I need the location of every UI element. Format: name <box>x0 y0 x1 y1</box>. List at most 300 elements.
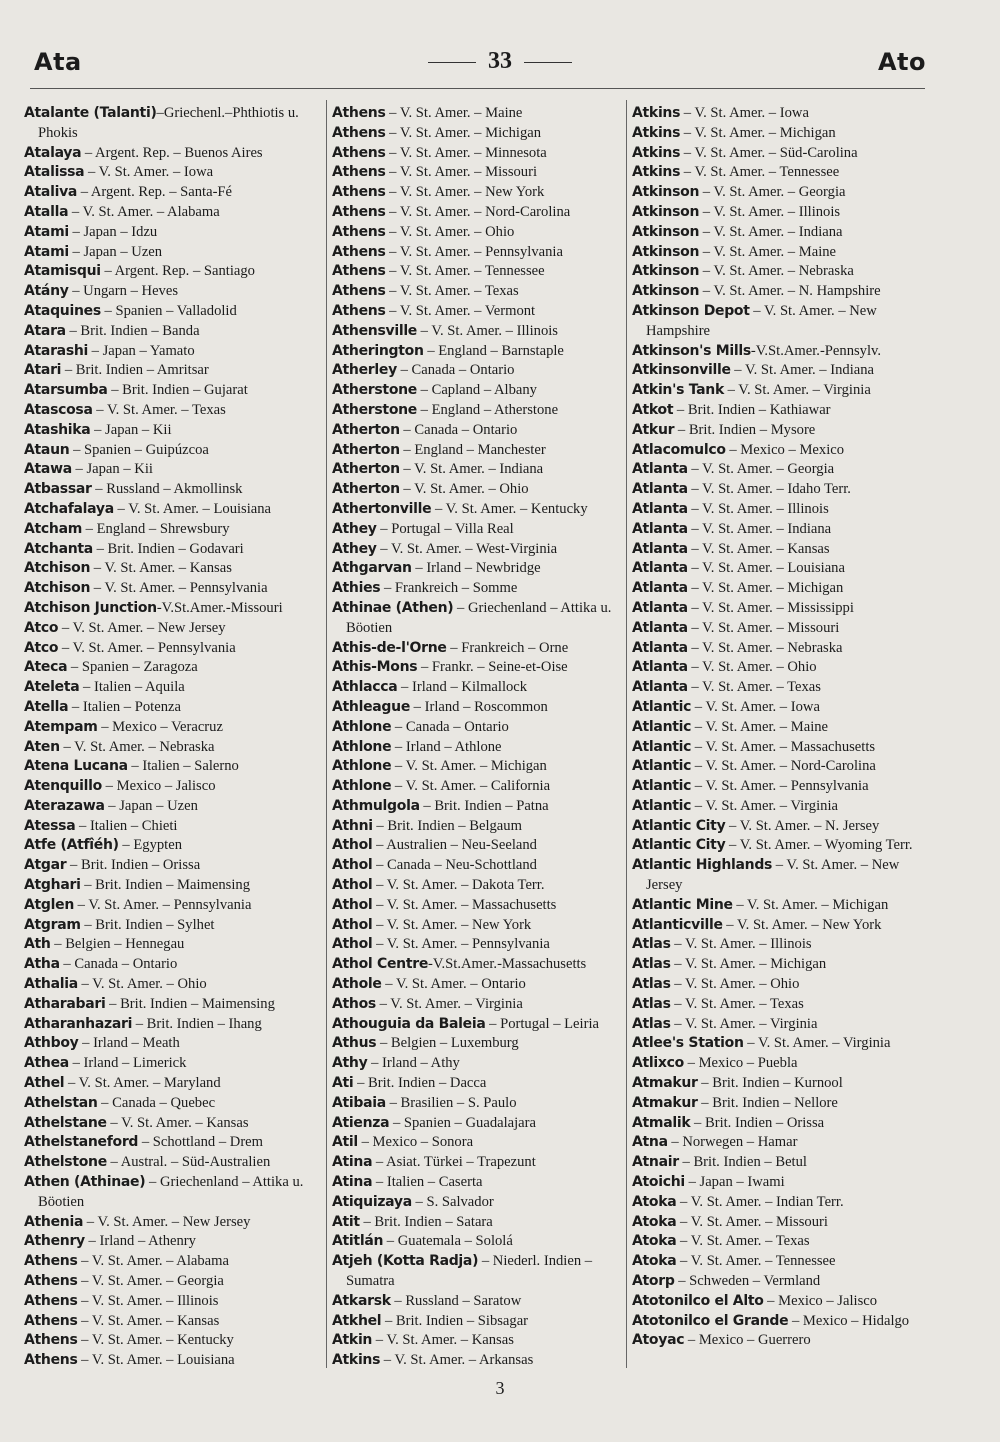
entry <box>332 163 624 183</box>
entry-headword: Atalaya <box>24 144 82 161</box>
entry-headword: Atherton <box>332 481 400 498</box>
entry-headword: Atari <box>24 362 62 379</box>
entry-location: – V. St. Amer. – Iowa <box>84 164 214 181</box>
entry-location: – Irland – Athlone <box>391 738 502 755</box>
entry-headword: Ataliva <box>24 184 78 201</box>
entry-headword: Athelstan <box>24 1094 98 1111</box>
entry <box>332 797 624 817</box>
entry-location: – V. St. Amer. – Iowa <box>680 105 809 121</box>
entry-headword: Atamisqui <box>24 263 101 280</box>
entry-headword: Athies <box>332 580 381 597</box>
entry-location: – Irland – Athenry <box>84 1233 196 1250</box>
entry-location: – V. St. Amer. – Ohio <box>77 976 207 993</box>
entry-location: – Irland – Roscommon <box>410 698 548 715</box>
entry <box>332 678 624 698</box>
entry <box>632 698 932 718</box>
entry <box>332 658 624 678</box>
entry-headword: Atchison <box>24 560 91 577</box>
entry <box>24 599 324 619</box>
entry-column-1 <box>24 104 324 1376</box>
entry-location: – V. St. Amer. – Texas <box>676 1233 810 1250</box>
entry <box>24 1213 324 1233</box>
entry-headword: Atlantic <box>632 758 692 775</box>
entry <box>24 421 324 441</box>
entry-headword: Atawa <box>24 461 72 478</box>
entry-location: – Russland – Akmollinsk <box>91 481 243 498</box>
entry-headword: Athol <box>332 916 373 933</box>
entry-headword: Atessa <box>24 817 76 834</box>
entry-location: – Mexico – Hidalgo <box>788 1312 910 1329</box>
entry-headword: Atena Lucana <box>24 758 128 775</box>
entry-location: – V. St. Amer. – Texas <box>385 283 519 300</box>
entry-location: – Italien – Aquila <box>79 679 185 696</box>
entry-headword: Athey <box>332 540 377 557</box>
entry-location: – Griechenland – Attika u. Böotien <box>346 599 612 636</box>
entry-headword: Atara <box>24 322 66 339</box>
entry-location: – V. St. Amer. – New Hampshire <box>646 302 877 339</box>
entry-location: – Canada – Ontario <box>396 362 515 379</box>
entry-location: – V. St. Amer. – Arkansas <box>380 1352 534 1369</box>
entry-headword: Atkins <box>632 164 681 181</box>
entry-headword: Athis-de-l'Orne <box>332 639 447 656</box>
entry <box>332 480 624 500</box>
entry-location: – Brit. Indien – Maimensing <box>80 877 251 894</box>
entry-location: – V. St. Amer. – Texas <box>92 401 226 418</box>
entry <box>332 381 624 401</box>
entry-headword: Atotonilco el Alto <box>632 1292 764 1309</box>
entry-location: – V. St. Amer. – Virginia <box>691 797 838 814</box>
entry <box>332 262 624 282</box>
entry-location: – Argent. Rep. – Buenos Aires <box>81 144 263 161</box>
entry <box>632 1015 932 1035</box>
entry-column-2 <box>332 104 624 1376</box>
entry-location: – Brit. Indien – Belgaum <box>372 817 522 834</box>
entry-headword: Atlanta <box>632 461 688 478</box>
entry-headword: Athens <box>24 1332 78 1349</box>
entry-location: – V. St. Amer. – New Jersey <box>58 619 226 636</box>
entry <box>24 579 324 599</box>
entry <box>332 1193 624 1213</box>
entry-headword: Atharabari <box>24 995 106 1012</box>
entry <box>24 876 324 896</box>
entry-headword: Athol <box>332 857 373 874</box>
entry <box>632 1193 932 1213</box>
entry-headword: Athlone <box>332 778 392 795</box>
entry <box>24 480 324 500</box>
entry-location: – V. St. Amer. – Alabama <box>77 1253 229 1270</box>
entry-headword: Atlantic City <box>632 837 726 854</box>
entry-headword: Atlas <box>632 976 671 993</box>
entry-location: – V. St. Amer. – New York <box>385 184 545 201</box>
entry <box>632 579 932 599</box>
page-number: 33 <box>488 48 512 74</box>
entry <box>332 460 624 480</box>
entry-location: – Brit. Indien – Sylhet <box>80 916 215 933</box>
entry-location: – V. St. Amer. – Illinois <box>670 936 812 953</box>
entry-headword: Atkinsonville <box>632 362 731 379</box>
entry-headword: Atkins <box>632 105 681 121</box>
entry-headword: Athens <box>332 203 386 220</box>
entry-headword: Atlanticville <box>632 916 723 933</box>
entry <box>24 836 324 856</box>
entry <box>332 995 624 1015</box>
entry <box>632 401 932 421</box>
entry-location: – V. St. Amer. – Tennessee <box>676 1253 836 1270</box>
entry-headword: Athboy <box>24 1035 79 1052</box>
entry-headword: Atlanta <box>632 679 688 696</box>
entry-headword: Atlas <box>632 936 671 953</box>
entry-headword: Atherstone <box>332 382 417 399</box>
entry-location: – V. St. Amer. – Kansas <box>106 1114 249 1131</box>
entry-location: – Mexico – Veracruz <box>97 718 223 735</box>
entry-location: – V. St. Amer. – Michigan <box>670 956 827 973</box>
entry <box>24 1312 324 1332</box>
entry <box>332 836 624 856</box>
entry <box>332 520 624 540</box>
entry <box>632 1292 932 1312</box>
entry-location: – Spanien – Valladolid <box>100 302 237 319</box>
entry-headword: Atnair <box>632 1154 679 1171</box>
entry-headword: Atkinson <box>632 283 700 300</box>
entry-location: – V. St. Amer. – N. Hampshire <box>699 283 881 300</box>
entry-location: – Guatemala – Sololá <box>383 1233 513 1250</box>
entry-location: – Austral. – Süd-Australien <box>106 1154 271 1171</box>
column-divider-1 <box>326 100 327 1368</box>
entry-location: – Brit. Indien – Sibsagar <box>381 1312 529 1329</box>
entry-location: – V. St. Amer. – Nord-Carolina <box>691 758 876 775</box>
entry <box>632 639 932 659</box>
entry-location: – V. St. Amer. – Indiana <box>730 362 875 379</box>
entry-headword: Athens <box>332 243 386 260</box>
entry <box>332 1114 624 1134</box>
entry-location: – V. St. Amer. – Missouri <box>687 619 840 636</box>
entry-headword: Athens <box>332 164 386 181</box>
entry <box>632 1133 932 1153</box>
entry-headword: Athens <box>332 283 386 300</box>
entry-headword: Atherton <box>332 421 400 438</box>
entry-location: – V. St. Amer. – Massachusetts <box>691 738 876 755</box>
entry <box>24 658 324 678</box>
entry-headword: Atibaia <box>332 1094 386 1111</box>
entry-headword: Atlas <box>632 956 671 973</box>
entry-headword: Athlacca <box>332 679 398 696</box>
entry <box>632 104 932 124</box>
entry-location: – Niederl. Indien – Sumatra <box>346 1253 593 1290</box>
entry <box>332 738 624 758</box>
entry-headword: Atgar <box>24 857 67 874</box>
entry-headword: Atienza <box>332 1114 390 1131</box>
entry <box>632 1272 932 1292</box>
entry-location: – Canada – Ontario <box>59 956 178 973</box>
entry-location: – V. St. Amer. – Maryland <box>64 1075 221 1092</box>
entry <box>332 421 624 441</box>
entry <box>632 302 932 342</box>
entry <box>632 916 932 936</box>
entry-location: – V. St. Amer. – Pennsylvania <box>691 778 869 795</box>
entry-location: – Brit. Indien – Maimensing <box>105 995 275 1012</box>
entry <box>332 342 624 362</box>
entry <box>332 1292 624 1312</box>
entry <box>632 223 932 243</box>
entry <box>632 282 932 302</box>
entry-headword: Athol <box>332 877 373 894</box>
entry-headword: Atlanta <box>632 481 688 498</box>
entry-headword: Atjeh (Kotta Radja) <box>332 1253 479 1270</box>
entry-headword: Atkin's Tank <box>632 382 724 399</box>
entry-location: – Japan – Yamato <box>88 342 195 359</box>
entry-headword: Atlantic <box>632 797 692 814</box>
entry-headword: Atashika <box>24 421 91 438</box>
entry-location: – Brit. Indien – Satara <box>359 1213 493 1230</box>
entry <box>24 520 324 540</box>
entry-headword: Athelstaneford <box>24 1134 139 1151</box>
entry-location: – V. St. Amer. – Nebraska <box>699 263 854 280</box>
entry-location: – Japan – Kii <box>71 461 153 478</box>
entry <box>332 1074 624 1094</box>
entry-location: – Brit. Indien – Kathiawar <box>673 401 831 418</box>
entry-headword: Atami <box>24 223 69 240</box>
entry-location: – Irland – Newbridge <box>411 560 541 577</box>
entry-location: – Brit. Indien – Godavari <box>92 540 244 557</box>
entry-location: – Brit. Indien – Banda <box>65 322 200 339</box>
entry-headword: Atkur <box>632 421 675 438</box>
entry <box>632 995 932 1015</box>
entry <box>332 322 624 342</box>
entry <box>332 639 624 659</box>
entry-headword: Ateleta <box>24 679 80 696</box>
entry-location: – V. St. Amer. – Massachusetts <box>372 896 557 913</box>
entry <box>332 1133 624 1153</box>
entry <box>332 104 624 124</box>
entry-headword: Atiquizaya <box>332 1193 412 1210</box>
entry-location: – V. St. Amer. – New York <box>722 916 882 933</box>
entry-location: – V. St. Amer. – Pennsylvania <box>58 639 236 656</box>
entry-location: – V. St. Amer. – Pennsylvania <box>372 936 550 953</box>
entry-location: – Italien – Caserta <box>372 1174 483 1191</box>
entry-location: – England – Barnstaple <box>423 342 564 359</box>
entry-headword: Atlanta <box>632 619 688 636</box>
entry <box>632 441 932 461</box>
entry-headword: Atlanta <box>632 520 688 537</box>
entry-headword: Atgram <box>24 916 81 933</box>
entry-headword: Atlanta <box>632 599 688 616</box>
entry-location: – V. St. Amer. – Ohio <box>670 976 800 993</box>
entry-location: -V.St.Amer.-Missouri <box>156 599 283 616</box>
entry <box>332 856 624 876</box>
entry-location: – V. St. Amer. – Virginia <box>743 1035 891 1052</box>
entry-headword: Atil <box>332 1134 358 1151</box>
entry <box>24 955 324 975</box>
entry-headword: Atlantic <box>632 698 692 715</box>
entry <box>332 1232 624 1252</box>
entry-location: – V. St. Amer. – Dakota Terr. <box>372 877 545 894</box>
entry-location: – Brit. Indien – Kurnool <box>697 1075 843 1092</box>
entry-location: – Brit. Indien – Nellore <box>697 1094 838 1111</box>
entry <box>632 955 932 975</box>
entry-location: – Italien – Salerno <box>127 758 239 775</box>
entry <box>24 1232 324 1252</box>
entry-headword: Atoka <box>632 1193 677 1210</box>
entry-location: – V. St. Amer. – Georgia <box>699 184 846 201</box>
entry <box>632 777 932 797</box>
entry <box>632 460 932 480</box>
header-page-number <box>390 48 610 75</box>
entry-location: – Frankreich – Somme <box>380 580 518 597</box>
entry-location: – V. St. Amer. – Ohio <box>687 659 817 676</box>
entry <box>332 1153 624 1173</box>
entry <box>24 777 324 797</box>
entry <box>24 282 324 302</box>
entry <box>632 1312 932 1332</box>
entry-location: – V. St. Amer. – Michigan <box>385 124 542 141</box>
entry-headword: Atarashi <box>24 342 89 359</box>
entry <box>332 124 624 144</box>
entry-location: – Brit. Indien – Amritsar <box>61 362 209 379</box>
entry-location: – Irland – Limerick <box>68 1055 187 1072</box>
entry-location: – V. St. Amer. – Nebraska <box>59 738 215 755</box>
entry-headword: Atascosa <box>24 401 93 418</box>
entry-headword: Atlantic Mine <box>632 896 733 913</box>
entry-headword: Atkins <box>632 144 681 161</box>
entry <box>632 738 932 758</box>
entry-location: – V. St. Amer. – Texas <box>670 995 804 1012</box>
entry-location: – S. Salvador <box>411 1193 494 1210</box>
entry-location: – V. St. Amer. – Georgia <box>77 1273 224 1290</box>
entry <box>332 144 624 164</box>
entry-headword: Athenry <box>24 1233 85 1250</box>
entry <box>24 698 324 718</box>
entry <box>632 599 932 619</box>
entry-headword: Atlantic Highlands <box>632 857 773 874</box>
entry-headword: Athni <box>332 817 373 834</box>
entry-headword: Athis-Mons <box>332 659 418 676</box>
entry-location: – Brasilien – S. Paulo <box>385 1094 517 1111</box>
entry-headword: Atoka <box>632 1253 677 1270</box>
entry-headword: Atbassar <box>24 481 92 498</box>
header-rule <box>30 88 925 89</box>
entry-location: – V. St. Amer. – Maine <box>699 243 837 260</box>
entry-location: – V. St. Amer. – New York <box>372 916 532 933</box>
entry <box>632 1074 932 1094</box>
entry-headword: Atella <box>24 698 69 715</box>
entry-location: – Japan – Idzu <box>68 223 158 240</box>
entry-location: – Schottland – Drem <box>138 1134 264 1151</box>
entry-location: – V. St. Amer. – Vermont <box>385 302 536 319</box>
entry-headword: Atchanta <box>24 540 93 557</box>
entry-headword: Atchison <box>24 580 91 597</box>
entry-headword: Atchafalaya <box>24 500 114 517</box>
entry <box>632 1252 932 1272</box>
header-left-guide-word: Ata <box>34 48 82 76</box>
entry-headword: Atkinson's Mills <box>632 342 751 359</box>
entry <box>632 243 932 263</box>
entry <box>332 579 624 599</box>
entry-location: – England – Manchester <box>399 441 546 458</box>
entry <box>632 361 932 381</box>
entry-headword: Atna <box>632 1134 668 1151</box>
entry <box>332 1054 624 1074</box>
entry-headword: Atco <box>24 639 59 656</box>
entry-headword: Atlanta <box>632 500 688 517</box>
entry-location: – Brit. Indien – Gujarat <box>107 382 248 399</box>
entry-headword: Atoyac <box>632 1332 685 1349</box>
entry-location: – V. St. Amer. – Ohio <box>399 481 529 498</box>
entry-headword: Atkinson <box>632 263 700 280</box>
entry <box>24 460 324 480</box>
entry-location: – Capland – Albany <box>417 382 537 399</box>
entry-location: – Japan – Iwami <box>684 1174 785 1191</box>
entry-location: – Irland – Meath <box>78 1035 180 1052</box>
entry <box>632 163 932 183</box>
entry-location: – V. St. Amer. – Missouri <box>676 1213 828 1230</box>
entry <box>24 342 324 362</box>
entry-headword: Atmakur <box>632 1075 698 1092</box>
entry-headword: Atha <box>24 956 60 973</box>
entry-headword: Atlanta <box>632 580 688 597</box>
entry-location: – Spanien – Zaragoza <box>67 659 198 676</box>
entry-location: – V. St. Amer. – New Jersey <box>83 1213 251 1230</box>
entry-location: – V. St. Amer. – Tennessee <box>680 164 840 181</box>
entry-location: – V. St. Amer. – Idaho Terr. <box>687 481 851 498</box>
entry-location: – V. St. Amer. – Kansas <box>687 540 830 557</box>
entry <box>632 856 932 896</box>
entry-headword: Atalante (Talanti) <box>24 105 157 121</box>
entry-location: – V. St. Amer. – New Jersey <box>646 857 900 894</box>
entry-headword: Atkinson Depot <box>632 302 750 319</box>
entry-location: – Belgien – Luxemburg <box>376 1035 519 1052</box>
entry-headword: Atorp <box>632 1273 675 1290</box>
entry <box>332 302 624 322</box>
entry <box>24 1114 324 1134</box>
entry <box>332 817 624 837</box>
entry-headword: Atlacomulco <box>632 441 726 458</box>
entry-headword: Atcham <box>24 520 83 537</box>
entry <box>24 1015 324 1035</box>
entry <box>332 203 624 223</box>
entry-headword: Atlee's Station <box>632 1035 744 1052</box>
entry-headword: Atotonilco el Grande <box>632 1312 789 1329</box>
entry <box>332 777 624 797</box>
entry <box>24 797 324 817</box>
entry-headword: Atkot <box>632 401 674 418</box>
footer-signature: 3 <box>495 1378 505 1398</box>
entry-column-3 <box>632 104 932 1376</box>
entry-location: – V. St. Amer. – Indian Terr. <box>676 1193 844 1210</box>
entry-location: – Canada – Neu-Schottland <box>372 857 537 874</box>
entry-location: – V. St. Amer. – Iowa <box>691 698 820 715</box>
entry-location: – Portugal – Villa Real <box>376 520 514 537</box>
entry <box>632 1213 932 1233</box>
entry <box>632 836 932 856</box>
entry <box>332 282 624 302</box>
entry-headword: Athleague <box>332 698 411 715</box>
entry-location: – Canada – Ontario <box>391 718 509 735</box>
entry-headword: Atkinson <box>632 243 700 260</box>
entry <box>632 658 932 678</box>
entry-location: – Ungarn – Heves <box>68 283 179 300</box>
entry-location: – V. St. Amer. – Indiana <box>699 223 843 240</box>
entry <box>24 678 324 698</box>
entry-location: -V.St.Amer.-Pennsylv. <box>750 342 882 359</box>
entry-headword: Atalissa <box>24 164 85 181</box>
entry <box>24 1094 324 1114</box>
entry <box>332 500 624 520</box>
entry-headword: Athus <box>332 1035 377 1052</box>
entry-headword: Athens <box>332 302 386 319</box>
entry <box>632 1173 932 1193</box>
entry <box>24 322 324 342</box>
entry-headword: Atkin <box>332 1332 373 1349</box>
